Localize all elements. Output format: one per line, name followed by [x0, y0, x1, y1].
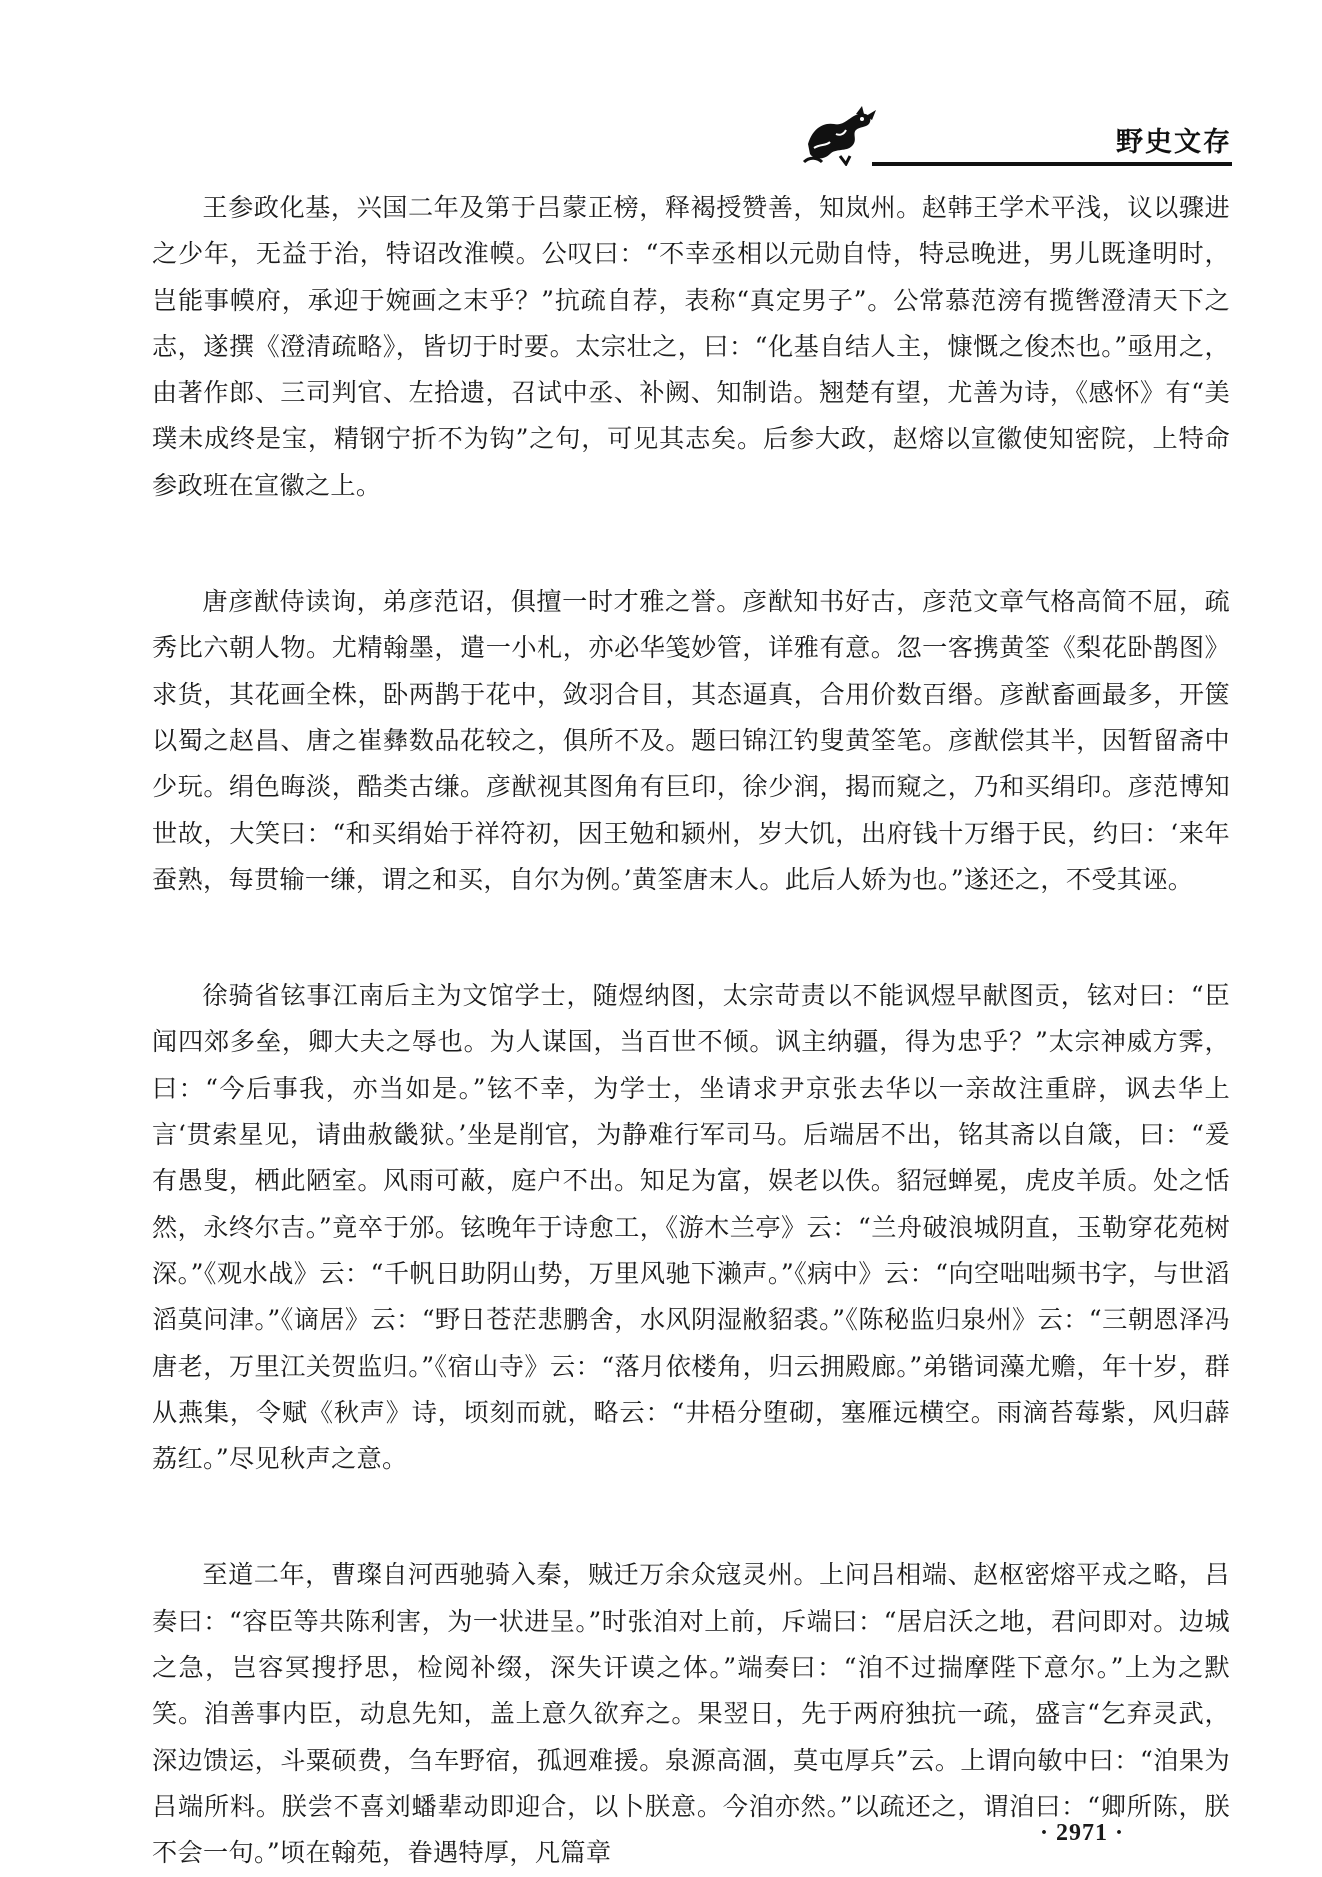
header-rule [872, 162, 1232, 166]
paragraph: 至道二年，曹璨自河西驰骑入秦，贼迁万余众寇灵州。上问吕相端、赵枢密熔平戎之略，吕奏曰：“容臣等共陈利害，为一状进呈。”时张洎对上前，斥端曰：“居启沃之地，君问即对。边城之急，岂容冥搜抒思，检阅补缀，深失讦谟之体。”端奏曰：“洎不过揣摩陛下意尔。”上为之默笑。洎善事内臣，动息先知，盖上意久欲弃之。果翌日，先于两府独抗一疏，盛言“乞弃灵武，深边馈运，斗粟硕费，刍车野宿，孤迥难援。泉源高涸，莫屯厚兵”云。上谓向敏中曰：“洎果为吕端所料。朕尝不喜刘蟠辈动即迎合，以卜朕意。今洎亦然。”以疏还之，谓洎曰：“卿所陈，朕不会一句。”顷在翰苑，眷遇特厚，凡篇章 [152, 1560, 1230, 1868]
main-text [152, 185, 1230, 1877]
page-number: · 2971 · [1040, 1820, 1125, 1846]
running-header [800, 100, 1232, 170]
paragraph: 唐彦猷侍读询，弟彦范诏，俱擅一时才雅之誉。彦猷知书好古，彦范文章气格高简不屈，疏秀比六朝人物。尤精翰墨，遣一小札，亦必华笺妙管，详雅有意。忽一客携黄筌《梨花卧鹊图》求货，其花画全株，卧两鹊于花中，敛羽合目，其态逼真，合用价数百缗。彦猷畜画最多，开箧以蜀之赵昌、唐之崔彝数品花较之，俱所不及。题曰锦江钓叟黄筌笔。彦猷偿其半，因暂留斋中少玩。绢色晦淡，酷类古缣。彦猷视其图角有巨印，徐少润，揭而窥之，乃和买绢印。彦范博知世故，大笑曰：“和买绢始于祥符初，因王勉和颍州，岁大饥，出府钱十万缗于民，约曰：‘来年蚕熟，每贯输一缣，谓之和买，自尔为例。’黄筌唐末人。此后人娇为也。”遂还之，不受其诬。 [152, 587, 1230, 894]
header-title: 野史文存 [1116, 127, 1232, 158]
paragraph: 王参政化基，兴国二年及第于吕蒙正榜，释褐授赞善，知岚州。赵韩王学术平浅，议以骤进之少年，无益于治，特诏改淮幙。公叹曰：“不幸丞相以元勋自恃，特忌晚进，男儿既逢明时，岂能事幙府，承迎于婉画之末乎？”抗疏自荐，表称“真定男子”。公常慕范滂有揽辔澄清天下之志，遂撰《澄清疏略》，皆切于时要。太宗壮之，曰：“化基自结人主，慷慨之俊杰也。”亟用之，由著作郎、三司判官、左拾遗，召试中丞、补阙、知制诰。翘楚有望，尤善为诗，《感怀》有“美璞未成终是宝，精钢宁折不为钩”之句，可见其志矣。后参大政，赵熔以宣徽使知密院，上特命参政班在宣徽之上。 [152, 193, 1230, 500]
paragraph: 徐骑省铉事江南后主为文馆学士，随煜纳图，太宗苛责以不能讽煜早献图贡，铉对曰：“臣闻四郊多垒，卿大夫之辱也。为人谋国，当百世不倾。讽主纳疆，得为忠乎？”太宗神威方霁，曰：“今后事我，亦当如是。”铉不幸，为学士，坐请求尹京张去华以一亲故注重辟，讽去华上言‘贯索星见，请曲赦畿狱。’坐是削官，为静难行军司马。后端居不出，铭其斋以自箴，曰：“爰有愚叟，栖此陋室。风雨可蔽，庭户不出。知足为富，娱老以佚。貂冠蝉冕，虎皮羊质。处之恬然，永终尔吉。”竟卒于邠。铉晚年于诗愈工，《游木兰亭》云：“兰舟破浪城阴直，玉勒穿花苑树深。”《观水战》云：“千帆日助阴山势，万里风驰下濑声。”《病中》云：“向空咄咄频书字，与世滔滔莫问津。”《谪居》云：“野日苍茫悲鹏舍，水风阴湿敝貂裘。”《陈秘监归泉州》云：“三朝恩泽冯唐老，万里江关贺监归。”《宿山寺》云：“落月依楼角，归云拥殿廊。”弟锴词藻尤赡，年十岁，群从燕集，令赋《秋声》诗，顷刻而就，略云：“井梧分堕砌，塞雁远横空。雨滴苔莓紫，风归薜荔红。”尽见秋声之意。 [152, 981, 1230, 1474]
dragon-emblem-icon [800, 104, 880, 166]
